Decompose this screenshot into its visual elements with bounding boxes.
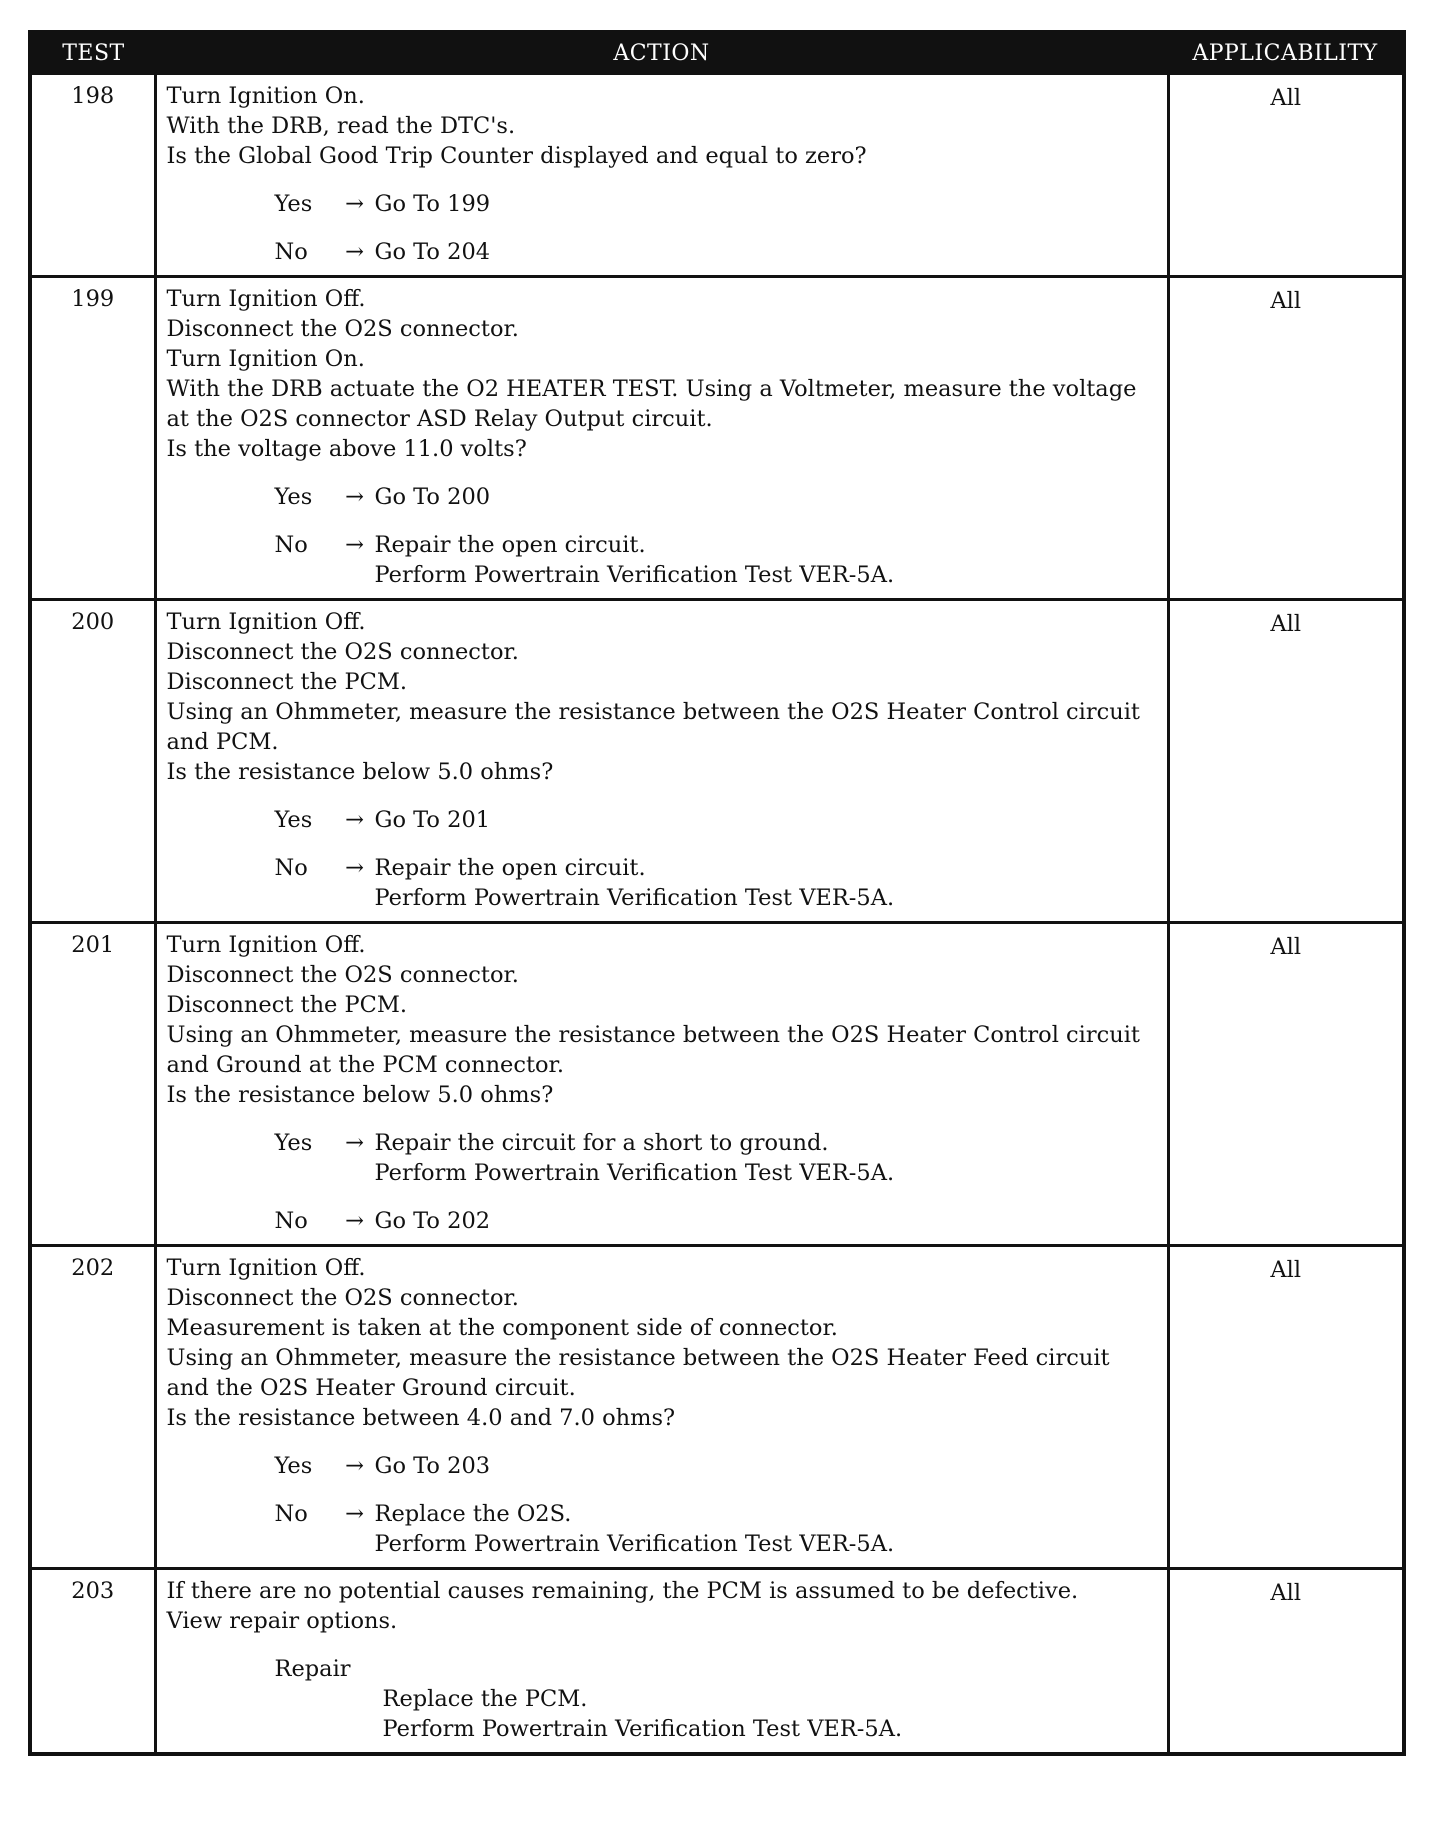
no-result: [375, 530, 1157, 590]
action-cell: [155, 277, 1168, 600]
no-option: [275, 530, 1157, 590]
applicability-value: All: [1168, 600, 1404, 923]
action-step: Is the resistance below 5.0 ohms?: [166, 1082, 554, 1108]
repair-step: Replace the PCM.: [382, 1686, 588, 1712]
no-label: No: [274, 855, 308, 881]
table-row: [30, 1569, 1404, 1755]
action-step: With the DRB, read the DTC's.: [166, 113, 516, 139]
applicability-value: All: [1168, 1246, 1404, 1569]
yes-label: Yes: [274, 484, 313, 510]
result-line: Repair the open circuit.: [374, 855, 646, 881]
action-step: Turn Ignition Off.: [166, 932, 366, 958]
action-step: Is the resistance between 4.0 and 7.0 ohms?: [166, 1405, 676, 1431]
no-result: [375, 853, 1157, 913]
action-step: Turn Ignition On.: [166, 83, 365, 109]
applicability-value: All: [1168, 74, 1404, 277]
yes-label: Yes: [274, 1453, 313, 1479]
table-row: [30, 277, 1404, 600]
action-cell: [155, 923, 1168, 1246]
arrow-icon: →: [345, 1130, 364, 1156]
yes-result: [375, 805, 1157, 835]
arrow-icon: →: [345, 1208, 364, 1234]
action-step: Turn Ignition Off.: [166, 286, 366, 312]
no-result: [375, 1499, 1157, 1559]
applicability-value: All: [1168, 1569, 1404, 1755]
no-option: [275, 1499, 1157, 1559]
result-line: Go To 204: [374, 239, 491, 265]
action-cell: [155, 1246, 1168, 1569]
table-header-row: [30, 32, 1404, 74]
header-test: TEST: [30, 32, 155, 74]
diagnostic-test-page: [28, 30, 1402, 1756]
yes-result: [375, 1451, 1157, 1481]
action-step: Disconnect the PCM.: [166, 992, 408, 1018]
arrow-icon: →: [345, 532, 364, 558]
action-step: Turn Ignition Off.: [166, 609, 366, 635]
action-step: If there are no potential causes remaining, the PCM is assumed to be defective.: [166, 1578, 1079, 1604]
no-result: [375, 1206, 1157, 1236]
action-step: View repair options.: [166, 1608, 398, 1634]
action-step: Using an Ohmmeter, measure the resistance between the O2S Heater Control circuit and PCM.: [166, 699, 1140, 755]
test-number: 202: [30, 1246, 155, 1569]
no-label: No: [274, 532, 308, 558]
action-step: Disconnect the O2S connector.: [166, 316, 519, 342]
arrow-icon: →: [345, 855, 364, 881]
action-step: Using an Ohmmeter, measure the resistance between the O2S Heater Feed circuit and the O2S Heater Ground circuit.: [166, 1345, 1110, 1401]
test-number: 199: [30, 277, 155, 600]
yes-option: [275, 189, 1157, 219]
no-label: No: [274, 239, 308, 265]
arrow-icon: →: [345, 484, 364, 510]
yes-result: [375, 482, 1157, 512]
yes-label: Yes: [274, 191, 313, 217]
result-line: Go To 200: [374, 484, 491, 510]
action-step: Disconnect the O2S connector.: [166, 639, 519, 665]
no-label: No: [274, 1501, 308, 1527]
yes-label: Yes: [274, 1130, 313, 1156]
table-row: [30, 74, 1404, 277]
action-cell: [155, 1569, 1168, 1755]
action-cell: [155, 600, 1168, 923]
arrow-icon: →: [345, 239, 364, 265]
action-step: Turn Ignition Off.: [166, 1255, 366, 1281]
no-option: [275, 853, 1157, 913]
arrow-icon: →: [345, 1453, 364, 1479]
result-line: Go To 199: [374, 191, 491, 217]
result-line: Repair the open circuit.: [374, 532, 646, 558]
result-line: Perform Powertrain Verification Test VER-5A.: [374, 1160, 895, 1186]
yes-option: [275, 1451, 1157, 1481]
applicability-value: All: [1168, 277, 1404, 600]
repair-step: Perform Powertrain Verification Test VER-5A.: [382, 1716, 903, 1742]
yes-result: [375, 189, 1157, 219]
arrow-icon: →: [345, 1501, 364, 1527]
arrow-icon: →: [345, 191, 364, 217]
action-step: Is the Global Good Trip Counter displayed and equal to zero?: [166, 143, 867, 169]
yes-option: [275, 482, 1157, 512]
no-option: [275, 237, 1157, 267]
action-step: Measurement is taken at the component side of connector.: [166, 1315, 838, 1341]
action-cell: [155, 74, 1168, 277]
test-number: 201: [30, 923, 155, 1246]
result-line: Perform Powertrain Verification Test VER-5A.: [374, 885, 895, 911]
no-label: No: [274, 1208, 308, 1234]
result-line: Go To 203: [374, 1453, 491, 1479]
arrow-icon: →: [345, 807, 364, 833]
action-step: Disconnect the O2S connector.: [166, 1285, 519, 1311]
no-option: [275, 1206, 1157, 1236]
table-row: [30, 923, 1404, 1246]
repair-steps: [383, 1684, 1157, 1744]
test-number: 198: [30, 74, 155, 277]
table-body: [30, 74, 1404, 1755]
yes-result: [375, 1128, 1157, 1188]
yes-label: Yes: [274, 807, 313, 833]
action-step: Turn Ignition On.: [166, 346, 365, 372]
no-result: [375, 237, 1157, 267]
result-line: Repair the circuit for a short to ground.: [374, 1130, 829, 1156]
action-step: Is the resistance below 5.0 ohms?: [166, 759, 554, 785]
result-line: Go To 202: [374, 1208, 491, 1234]
action-step: Disconnect the PCM.: [166, 669, 408, 695]
test-number: 200: [30, 600, 155, 923]
result-line: Perform Powertrain Verification Test VER-5A.: [374, 562, 895, 588]
result-line: Perform Powertrain Verification Test VER-5A.: [374, 1531, 895, 1557]
result-line: Replace the O2S.: [374, 1501, 572, 1527]
action-step: With the DRB actuate the O2 HEATER TEST. Using a Voltmeter, measure the voltage at the O2S connector ASD Relay Output circuit.: [166, 376, 1137, 432]
action-step: Disconnect the O2S connector.: [166, 962, 519, 988]
table-row: [30, 1246, 1404, 1569]
test-number: 203: [30, 1569, 155, 1755]
repair-label: Repair: [274, 1656, 351, 1682]
header-action: ACTION: [155, 32, 1168, 74]
table-row: [30, 600, 1404, 923]
diagnostic-test-table: [28, 30, 1406, 1756]
action-step: Using an Ohmmeter, measure the resistance between the O2S Heater Control circuit and Ground at the PCM connector.: [166, 1022, 1140, 1078]
header-applicability: APPLICABILITY: [1168, 32, 1404, 74]
yes-option: [275, 805, 1157, 835]
action-step: Is the voltage above 11.0 volts?: [166, 436, 527, 462]
result-line: Go To 201: [374, 807, 491, 833]
applicability-value: All: [1168, 923, 1404, 1246]
yes-option: [275, 1128, 1157, 1188]
